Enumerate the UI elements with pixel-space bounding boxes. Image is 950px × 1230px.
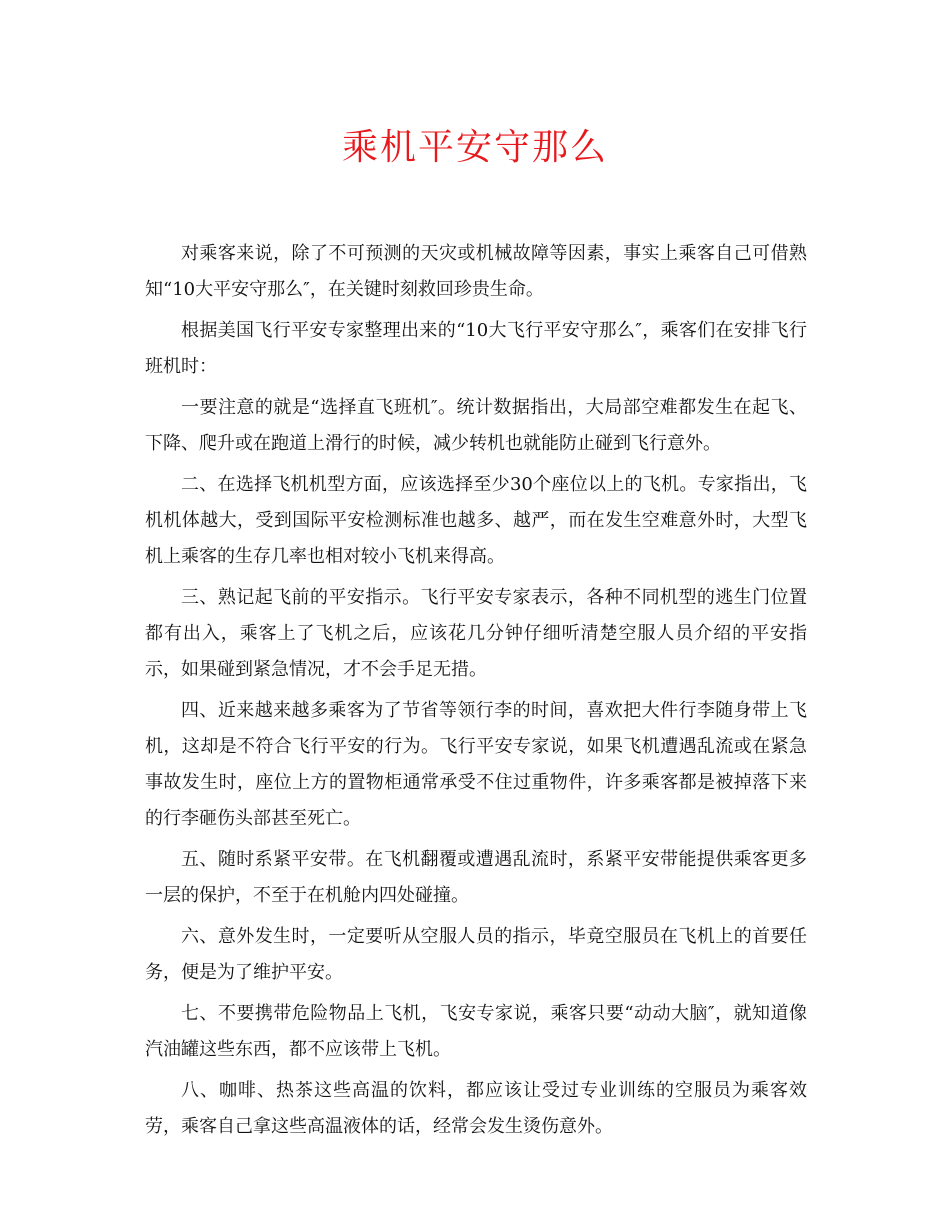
paragraph-rule-4: 四、近来越来越多乘客为了节省等领行李的时间，喜欢把大件行李随身带上飞机，这却是不符合飞行平安的行为。飞行平安专家说，如果飞机遭遇乱流或在紧急事故发生时，座位上方的置物柜通常承受不住过重物件，许多乘客都是被掉落下来的行李砸伤头部甚至死亡。 (145, 700, 807, 829)
paragraph-rule-1: 一要注意的就是“选择直飞班机″。统计数据指出，大局部空难都发生在起飞、下降、爬升或在跑道上滑行的时候，减少转机也就能防止碰到飞行意外。 (145, 397, 807, 454)
paragraph-rule-2: 二、在选择飞机机型方面，应该选择至少30个座位以上的飞机。专家指出，飞机机体越大，受到国际平安检测标准也越多、越严，而在发生空难意外时，大型飞机上乘客的生存几率也相对较小飞机来得高。 (145, 474, 807, 567)
paragraph-rule-6: 六、意外发生时，一定要听从空服人员的指示，毕竟空服员在飞机上的首要任务，便是为了维护平安。 (145, 926, 807, 983)
paragraph-intro: 对乘客来说，除了不可预测的天灾或机械故障等因素，事实上乘客自己可借熟知“10大平安守那么″，在关键时刻救回珍贵生命。 (145, 243, 807, 300)
paragraph-rule-3: 三、熟记起飞前的平安指示。飞行平安专家表示，各种不同机型的逃生门位置都有出入，乘客上了飞机之后，应该花几分钟仔细听清楚空服人员介绍的平安指示，如果碰到紧急情况，才不会手足无措。 (145, 587, 807, 680)
paragraph-rule-8: 八、咖啡、热茶这些高温的饮料，都应该让受过专业训练的空服员为乘客效劳，乘客自己拿这些高温液体的话，经常会发生烫伤意外。 (145, 1080, 807, 1137)
page-title: 乘机平安守那么 (341, 127, 608, 168)
paragraph-rule-5: 五、随时系紧平安带。在飞机翻覆或遭遇乱流时，系紧平安带能提供乘客更多一层的保护，不至于在机舱内四处碰撞。 (145, 849, 807, 906)
paragraph-rule-7: 七、不要携带危险物品上飞机，飞安专家说，乘客只要“动动大脑″，就知道像汽油罐这些东西，都不应该带上飞机。 (145, 1003, 807, 1060)
paragraph-rules-intro: 根据美国飞行平安专家整理出来的“10大飞行平安守那么″，乘客们在安排飞行班机时： (145, 320, 807, 377)
document-body (145, 236, 807, 1150)
